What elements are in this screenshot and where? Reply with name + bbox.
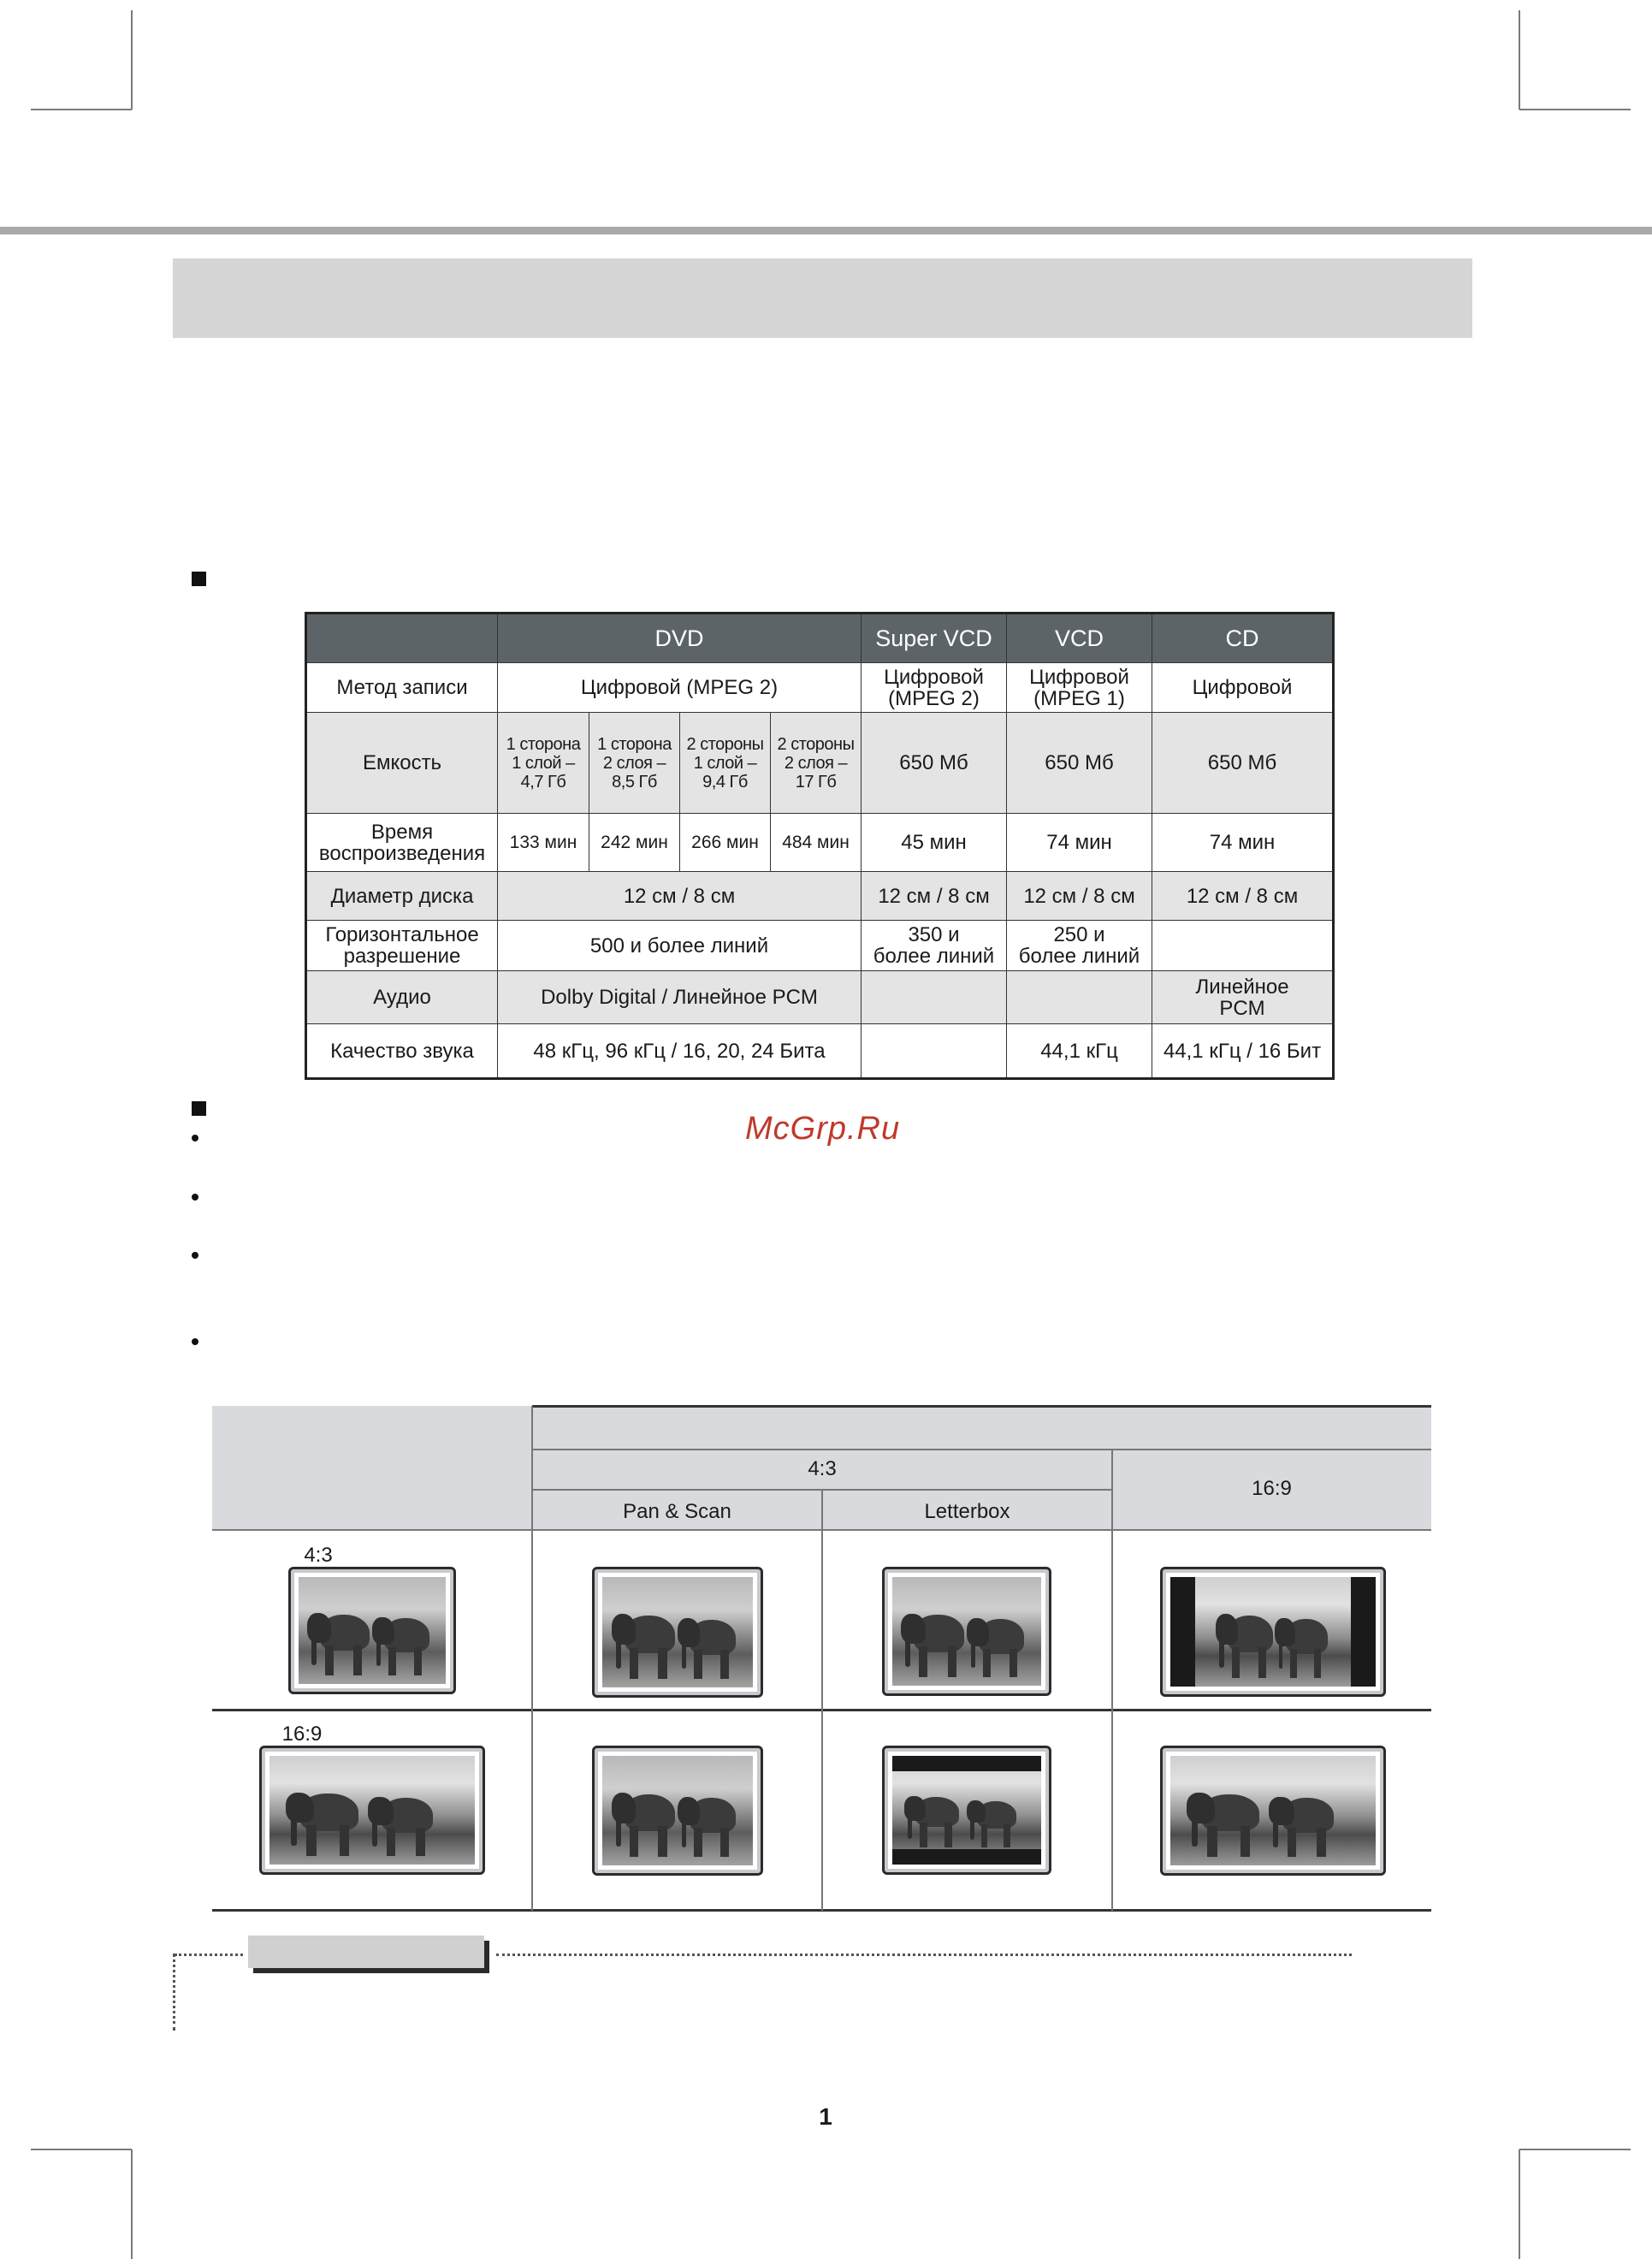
cell-svcd: 350 и более линий bbox=[862, 921, 1007, 971]
bullet-icon bbox=[192, 1252, 198, 1259]
cell-dvd: Dolby Digital / Линейное PCM bbox=[498, 971, 862, 1024]
cell-vcd: 44,1 кГц bbox=[1007, 1024, 1152, 1079]
pillar-bar bbox=[1170, 1577, 1195, 1687]
crop-mark bbox=[1519, 2149, 1520, 2259]
section-square-icon bbox=[192, 572, 206, 586]
letterbox-label: Letterbox bbox=[924, 1500, 1010, 1523]
row-label: Диаметр диска bbox=[306, 872, 498, 921]
cell-cd bbox=[1152, 921, 1334, 971]
cell-svcd: 45 мин bbox=[862, 814, 1007, 872]
cell-dvd: Цифровой (MPEG 2) bbox=[498, 663, 862, 713]
note-dotted-rule bbox=[173, 1954, 175, 2031]
note-dotted-rule bbox=[496, 1954, 1352, 1956]
tv-16-9-source bbox=[259, 1746, 485, 1875]
group-4-3-label: 4:3 bbox=[808, 1457, 837, 1480]
table-rule bbox=[532, 1405, 1431, 1408]
row-label: Аудио bbox=[306, 971, 498, 1024]
cell-cd: Цифровой bbox=[1152, 663, 1334, 713]
note-tab bbox=[248, 1936, 484, 1968]
page-number: 1 bbox=[819, 2103, 832, 2130]
watermark-text: McGrp.Ru bbox=[745, 1111, 901, 1147]
crop-mark bbox=[131, 10, 133, 110]
cell-cd: 650 Мб bbox=[1152, 713, 1334, 814]
cell-svcd bbox=[862, 971, 1007, 1024]
tv-pan-scan-16-9 bbox=[592, 1746, 763, 1876]
cell-dvd-time: 242 мин bbox=[589, 814, 680, 872]
row-label: Метод записи bbox=[306, 663, 498, 713]
header-cd: CD bbox=[1152, 614, 1334, 663]
elephant-image bbox=[1170, 1577, 1376, 1687]
cell-dvd-capacity: 1 сторона 2 слоя – 8,5 Гб bbox=[589, 713, 680, 814]
cell-cd: 44,1 кГц / 16 Бит bbox=[1152, 1024, 1334, 1079]
cell-vcd: 12 см / 8 см bbox=[1007, 872, 1152, 921]
header-vcd: VCD bbox=[1007, 614, 1152, 663]
row-16-9-label: 16:9 bbox=[281, 1722, 323, 1746]
crop-mark bbox=[131, 2149, 133, 2259]
crop-mark bbox=[1519, 10, 1520, 110]
letterbox-bar bbox=[892, 1756, 1041, 1771]
tv-letterbox-4-3 bbox=[882, 1567, 1051, 1696]
pillar-bar bbox=[1351, 1577, 1376, 1687]
row-label: Горизонтальное разрешение bbox=[306, 921, 498, 971]
tv-wide-16-9 bbox=[1160, 1746, 1386, 1876]
table-rule bbox=[821, 1490, 823, 1911]
elephant-image bbox=[602, 1756, 753, 1865]
cell-vcd: 250 и более линий bbox=[1007, 921, 1152, 971]
row-label: Время воспроизведения bbox=[306, 814, 498, 872]
row-label: Емкость bbox=[306, 713, 498, 814]
tv-4-3-source bbox=[288, 1567, 456, 1694]
cell-vcd: 74 мин bbox=[1007, 814, 1152, 872]
elephant-image bbox=[892, 1756, 1041, 1865]
table-rule bbox=[531, 1406, 533, 1911]
cell-dvd-capacity: 2 стороны 1 слой – 9,4 Гб bbox=[680, 713, 771, 814]
cell-dvd: 48 кГц, 96 кГц / 16, 20, 24 Бита bbox=[498, 1024, 862, 1079]
cell-vcd: Цифровой (MPEG 1) bbox=[1007, 663, 1152, 713]
cell-svcd bbox=[862, 1024, 1007, 1079]
row-audio bbox=[306, 971, 1334, 1024]
cell-dvd-time: 266 мин bbox=[680, 814, 771, 872]
tv-letterbox-16-9 bbox=[882, 1746, 1051, 1875]
tv-wide-4-3-pillarbox bbox=[1160, 1567, 1386, 1697]
header-dvd: DVD bbox=[498, 614, 862, 663]
cell-svcd: 650 Мб bbox=[862, 713, 1007, 814]
elephant-image bbox=[269, 1756, 475, 1865]
cell-dvd-capacity: 1 сторона 1 слой – 4,7 Гб bbox=[498, 713, 589, 814]
cell-dvd-time: 133 мин bbox=[498, 814, 589, 872]
section-square-icon bbox=[192, 1101, 206, 1116]
row-resolution bbox=[306, 921, 1334, 971]
note-dotted-rule bbox=[175, 1954, 243, 1956]
row-4-3-label: 4:3 bbox=[304, 1544, 333, 1567]
row-capacity bbox=[306, 713, 1334, 814]
bullet-icon bbox=[192, 1194, 198, 1201]
cell-vcd: 650 Мб bbox=[1007, 713, 1152, 814]
cell-vcd bbox=[1007, 971, 1152, 1024]
row-header-cell bbox=[212, 1406, 532, 1530]
header-empty bbox=[306, 614, 498, 663]
screen-type-header bbox=[532, 1406, 1431, 1449]
cell-dvd: 500 и более линий bbox=[498, 921, 862, 971]
row-method bbox=[306, 663, 1334, 713]
crop-mark bbox=[1519, 2149, 1631, 2150]
row-playtime bbox=[306, 814, 1334, 872]
letterbox-bar bbox=[892, 1849, 1041, 1865]
cell-svcd: Цифровой (MPEG 2) bbox=[862, 663, 1007, 713]
elephant-image bbox=[1170, 1756, 1376, 1865]
elephant-image bbox=[299, 1577, 446, 1684]
section-title-bar bbox=[173, 258, 1472, 338]
cell-cd: 74 мин bbox=[1152, 814, 1334, 872]
cell-dvd-time: 484 мин bbox=[771, 814, 862, 872]
wide-label: 16:9 bbox=[1252, 1477, 1292, 1500]
header-svcd: Super VCD bbox=[862, 614, 1007, 663]
row-label: Качество звука bbox=[306, 1024, 498, 1079]
crop-mark bbox=[31, 2149, 132, 2150]
bullet-icon bbox=[192, 1338, 198, 1345]
crop-mark bbox=[1519, 109, 1631, 110]
header-rule bbox=[0, 227, 1652, 234]
bullet-icon bbox=[192, 1135, 198, 1141]
cell-cd: Линейное PCM bbox=[1152, 971, 1334, 1024]
row-sound bbox=[306, 1024, 1334, 1079]
pan-scan-label: Pan & Scan bbox=[623, 1500, 731, 1523]
tv-pan-scan-4-3 bbox=[592, 1567, 763, 1698]
cell-dvd: 12 см / 8 см bbox=[498, 872, 862, 921]
cell-dvd-capacity: 2 стороны 2 слоя – 17 Гб bbox=[771, 713, 862, 814]
row-diameter bbox=[306, 872, 1334, 921]
cell-cd: 12 см / 8 см bbox=[1152, 872, 1334, 921]
cell-svcd: 12 см / 8 см bbox=[862, 872, 1007, 921]
disc-spec-table bbox=[305, 612, 1335, 1080]
table-rule bbox=[532, 1449, 1431, 1450]
elephant-image bbox=[892, 1577, 1041, 1686]
elephant-image bbox=[602, 1577, 753, 1687]
crop-mark bbox=[31, 109, 132, 110]
